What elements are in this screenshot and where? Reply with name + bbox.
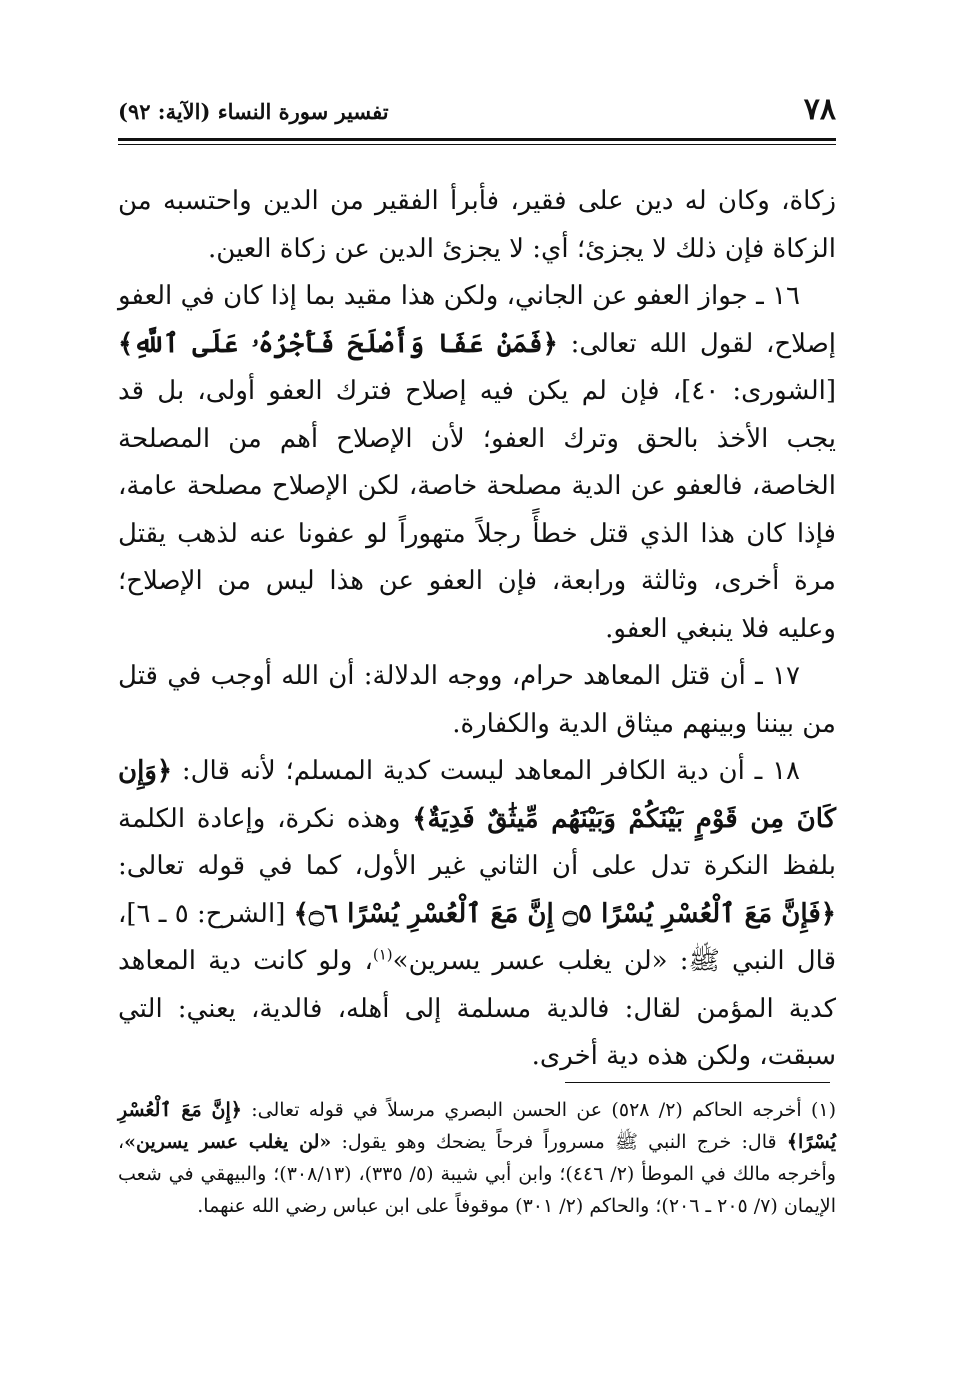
running-title: تفسير سورة النساء (الآية: ٩٢) bbox=[118, 99, 389, 124]
paragraph-18 bbox=[118, 748, 836, 1081]
quran-verse-nisa: ﴿وَإِن كَانَ مِن قَوْمٍ بَيْنَكُمْ وَبَيْنَهُم مِّيثَٰقٌ فَدِيَةٌ﴾ bbox=[118, 756, 837, 834]
paragraph-17: ١٧ ـ أن قتل المعاهد حرام، ووجه الدلالة: أن الله أوجب في قتل من بيننا وبينهم ميثاق الدية والكفارة. bbox=[118, 661, 836, 739]
footnote-1-text-a: (١) أخرجه الحاكم (٢/ ٥٢٨) عن الحسن البصري مرسلاً في قوله تعالى: bbox=[241, 1099, 837, 1121]
paragraph-16 bbox=[118, 273, 836, 653]
footnote-1 bbox=[118, 1094, 836, 1222]
paragraph-16-text-a: ١٦ ـ جواز العفو عن الجاني، ولكن هذا مقيد بما إذا كان في العفو إصلاح، لقول الله تعالى: bbox=[118, 281, 836, 359]
paragraph-18-text-d: ، ولو كانت دية المعاهد كدية المؤمن لقال: فالدية مسلمة إلى أهله، فالدية، يعني: التي سبقت، ولكن هذه دية أخرى. bbox=[118, 946, 836, 1071]
page-header bbox=[118, 92, 836, 128]
footnotes bbox=[118, 1094, 836, 1222]
footnote-1-text-c: ، وأخرجه مالك في الموطأ (٢/ ٤٤٦)؛ وابن أبي شيبة (٥/ ٣٣٥)، (٣٠٨/١٣)؛ والبيهقي في شعب الإيمان (٧/ ٢٠٥ ـ ٢٠٦)؛ والحاكم (٢/ ٣٠١) موقوفاً على ابن عباس رضي الله عنهما. bbox=[118, 1131, 836, 1217]
footnote-1-text-b: قال: خرج النبي ﷺ مسروراً فرحاً يضحك وهو يقول: bbox=[331, 1131, 787, 1153]
paragraph-18-text-c: [الشرح: ٥ ـ ٦]، قال النبي ﷺ: «لن يغلب عسر يسرين» bbox=[118, 898, 836, 976]
paragraph-16-text-b: [الشورى: ٤٠]، فإن لم يكن فيه إصلاح فترك العفو أولى، بل قد يجب الأخذ بالحق وترك العفو؛ لأن الإصلاح أهم من المصلحة الخاصة، فالعفو عن الدية مصلحة خاصة، لكن الإصلاح مصلحة عامة، فإذا كان هذا الذي قتل خطأً رجلاً متهوراً لو عفونا عنه لذهب يقتل مرة أخرى، وثالثة ورابعة، فإن العفو عن هذا ليس من الإصلاح؛ وعليه فلا ينبغي العفو. bbox=[118, 376, 836, 644]
quran-verse-sharh: ﴿فَإِنَّ مَعَ ٱلْعُسْرِ يُسْرًا ۝٥ إِنَّ مَعَ ٱلْعُسْرِ يُسْرًا ۝٦﴾ bbox=[293, 898, 836, 929]
paragraph-18-text-a: ١٨ ـ أن دية الكافر المعاهد ليست كدية المسلم؛ لأنه قال: bbox=[172, 756, 800, 786]
footnote-1-verse: ﴿إِنَّ مَعَ ٱلْعُسْرِ يُسْرًا﴾ bbox=[118, 1099, 836, 1153]
paragraph-18-text-b: وهذه نكرة، وإعادة الكلمة بلفظ النكرة تدل على أن الثاني غير الأول، كما في قوله تعالى: bbox=[118, 803, 836, 881]
header-rule-thin bbox=[118, 144, 836, 145]
footnote-ref-1[interactable]: (١) bbox=[372, 945, 393, 964]
main-text bbox=[118, 178, 836, 1081]
paragraph-intro: زكاة، وكان له دين على فقير، فأبرأ الفقير من الدين واحتسبه من الزكاة فإن ذلك لا يجزئ؛ أي: لا يجزئ الدين عن زكاة العين. bbox=[118, 186, 836, 264]
header-rule bbox=[118, 138, 836, 141]
footnote-1-hadith: «لن يغلب عسر يسرين» bbox=[124, 1131, 332, 1153]
footnote-separator bbox=[565, 1082, 830, 1083]
quran-verse-shura: ﴿فَمَنْ عَفَا وَأَصْلَحَ فَأَجْرُهُۥ عَلَى ٱللَّهِ﴾ bbox=[118, 328, 558, 359]
page-number: ٧٨ bbox=[803, 92, 836, 127]
